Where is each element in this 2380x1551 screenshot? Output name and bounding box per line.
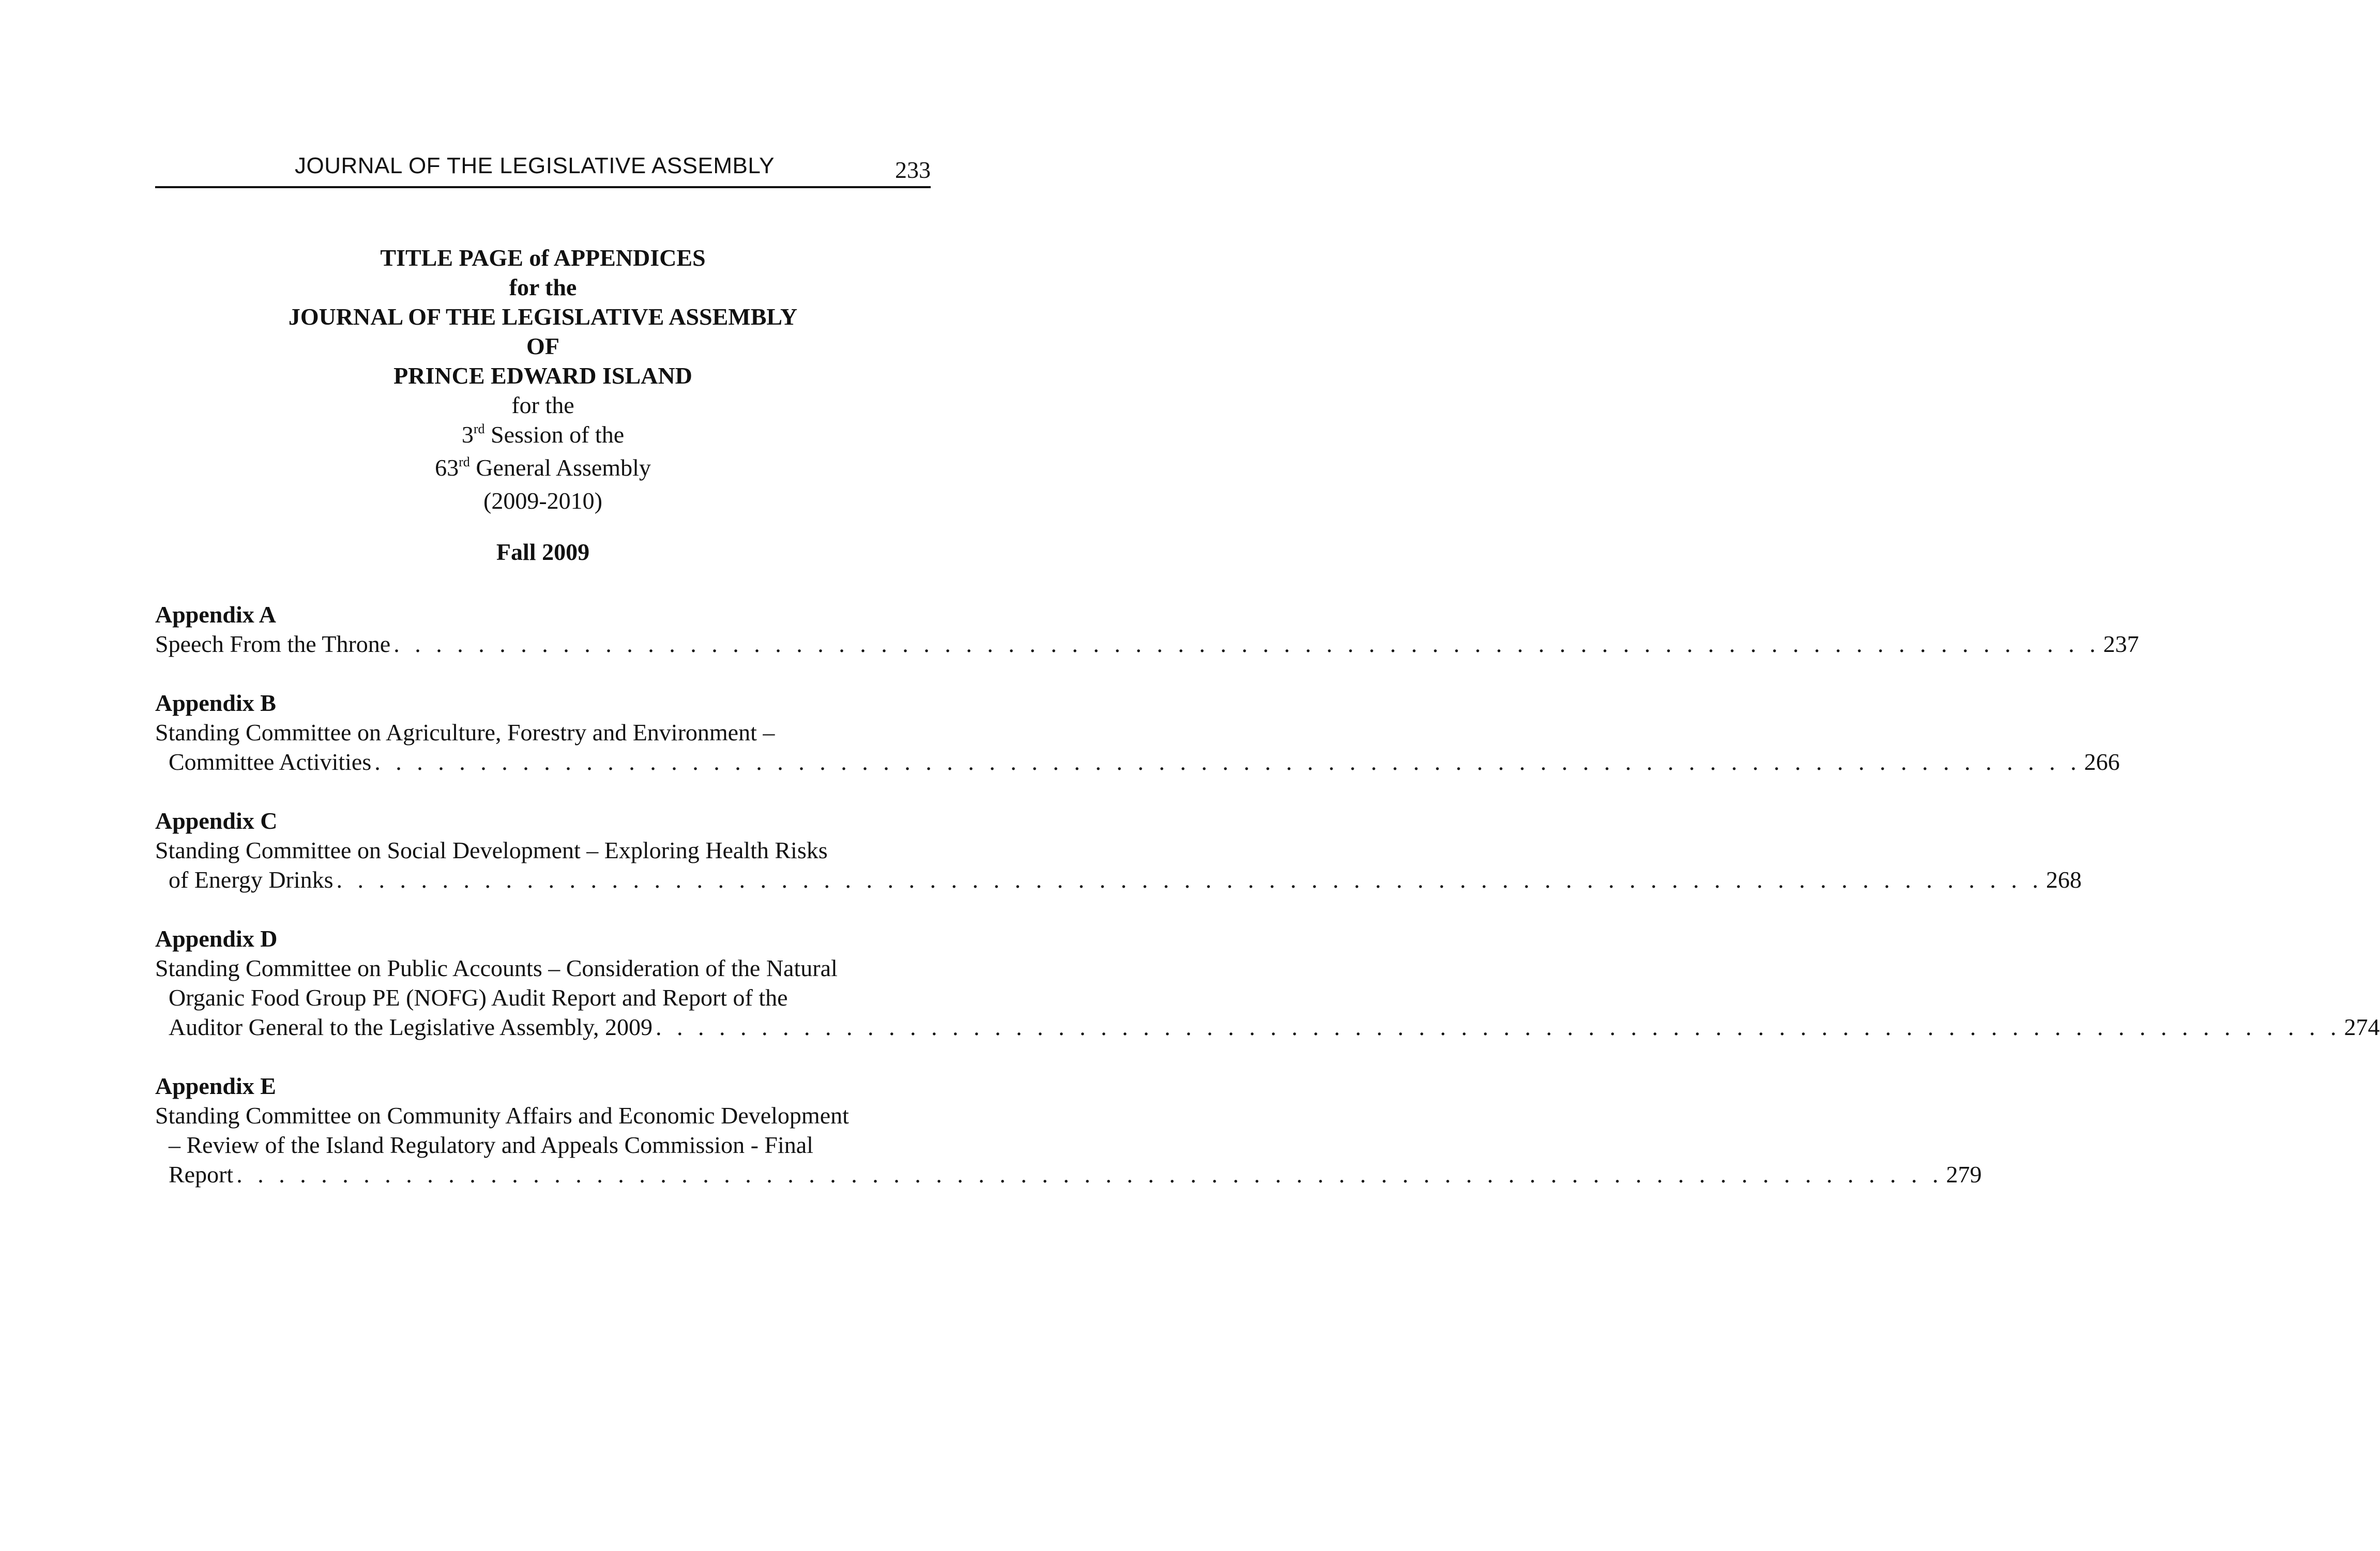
appendix-entry-c: [155, 806, 2082, 894]
appendix-entry-d: [155, 924, 2380, 1042]
appendix-entry-e: [155, 1071, 1982, 1189]
appendix-heading: Appendix E: [155, 1073, 276, 1099]
appendix-title: of Energy Drinks: [169, 866, 333, 893]
dot-leader: . . . . . . . . . . . . . . . . . . . . . . . . . . . . . . . . . . . . . . . . . . . . . . . . . . . . . . . . . . . . . . . . . . . . . . . . . . . . . . . . .: [374, 749, 2081, 775]
years-line: (2009-2010): [483, 488, 602, 514]
assembly-number: 63: [435, 454, 459, 481]
appendix-heading: Appendix D: [155, 925, 278, 952]
appendix-title-line: [155, 1160, 1982, 1189]
appendix-entry-b: [155, 688, 2120, 777]
appendix-page-number: 279: [1946, 1161, 1982, 1188]
appendix-title: Committee Activities: [169, 749, 372, 775]
appendix-heading: Appendix B: [155, 690, 276, 716]
appendix-title-line: [155, 1012, 2380, 1042]
appendix-heading: Appendix A: [155, 601, 276, 628]
title-block: [155, 243, 931, 567]
appendix-page-number: 274: [2344, 1014, 2380, 1040]
session-text: Session of the: [484, 421, 625, 448]
appendix-title: Report: [169, 1161, 234, 1188]
title-line-6: for the: [511, 392, 574, 418]
dot-leader: . . . . . . . . . . . . . . . . . . . . . . . . . . . . . . . . . . . . . . . . . . . . . . . . . . . . . . . . . . . . . . . . . . . . . . . . . . . . . . . . .: [336, 866, 2043, 893]
session-superscript: rd: [473, 421, 485, 436]
appendix-page-number: 266: [2084, 749, 2120, 775]
dot-leader: . . . . . . . . . . . . . . . . . . . . . . . . . . . . . . . . . . . . . . . . . . . . . . . . . . . . . . . . . . . . . . . . . . . . . . . . . . . . . . . . .: [236, 1161, 1943, 1188]
appendix-entry-a: [155, 600, 2139, 659]
appendix-title-line: [155, 629, 2139, 659]
season-heading: Fall 2009: [496, 539, 590, 565]
title-line-2: for the: [509, 274, 577, 300]
assembly-superscript: rd: [459, 454, 470, 469]
appendix-title-line: Standing Committee on Agriculture, Forestry and Environment –: [155, 719, 775, 746]
appendix-heading: Appendix C: [155, 808, 278, 834]
title-line-3: JOURNAL OF THE LEGISLATIVE ASSEMBLY: [288, 303, 798, 330]
dot-leader: . . . . . . . . . . . . . . . . . . . . . . . . . . . . . . . . . . . . . . . . . . . . . . . . . . . . . . . . . . . . . . . . . . . . . . . . . . . . . . . . .: [393, 631, 2100, 657]
running-head-title: JOURNAL OF THE LEGISLATIVE ASSEMBLY: [295, 153, 775, 178]
assembly-line: [155, 453, 931, 486]
appendix-title-line: Organic Food Group PE (NOFG) Audit Report and Report of the: [169, 984, 788, 1011]
appendix-title-line: – Review of the Island Regulatory and Appeals Commission - Final: [169, 1132, 813, 1158]
appendix-title-line: Standing Committee on Public Accounts – Consideration of the Natural: [155, 955, 838, 981]
appendix-title: Speech From the Throne: [155, 631, 391, 657]
assembly-text: General Assembly: [469, 454, 651, 481]
appendix-title: Auditor General to the Legislative Assembly, 2009: [169, 1014, 653, 1040]
appendix-title-line: [155, 865, 2082, 894]
appendix-title-line: Standing Committee on Community Affairs and Economic Development: [155, 1102, 849, 1129]
appendix-title-line: [155, 747, 2120, 777]
appendix-page-number: 237: [2103, 631, 2139, 657]
session-line: [155, 420, 931, 453]
session-number: 3: [461, 421, 474, 448]
dot-leader: . . . . . . . . . . . . . . . . . . . . . . . . . . . . . . . . . . . . . . . . . . . . . . . . . . . . . . . . . . . . . . . . . . . . . . . . . . . . . . . .: [656, 1014, 2341, 1040]
title-line-1: TITLE PAGE of APPENDICES: [380, 245, 706, 271]
appendix-page-number: 268: [2046, 866, 2082, 893]
appendix-list: [155, 600, 2380, 1219]
title-line-4: OF: [526, 333, 559, 359]
title-line-5: PRINCE EDWARD ISLAND: [393, 362, 692, 389]
page-number: 233: [895, 157, 931, 183]
running-head: [155, 153, 931, 188]
appendix-title-line: Standing Committee on Social Development – Exploring Health Risks: [155, 837, 828, 863]
